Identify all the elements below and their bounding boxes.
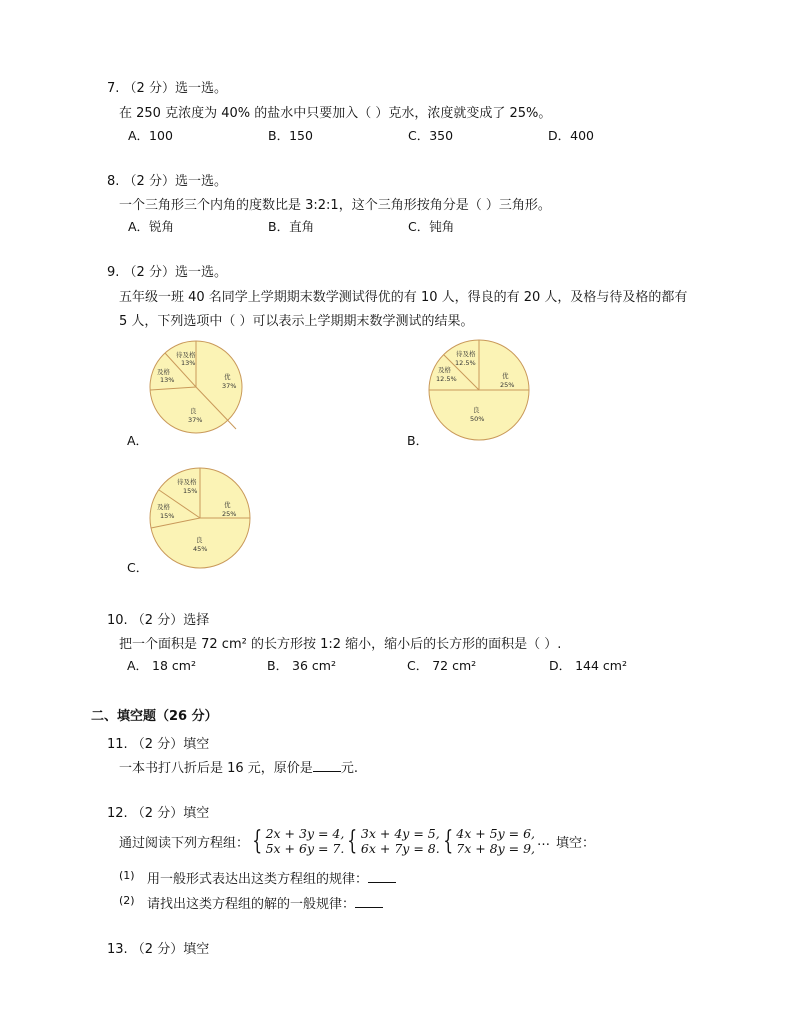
q12-sub2 — [147, 893, 383, 912]
q10-option-d: D． 144 cm² — [549, 658, 627, 673]
pie-b-value-liang: 50% — [470, 415, 485, 423]
q9-option-b: B． — [407, 433, 429, 448]
eq-2-1: 3x + 4y = 5, — [360, 826, 440, 841]
pie-b-label-you: 优 — [502, 372, 509, 380]
q7-option-a: A．100 — [128, 128, 173, 143]
pie-b-label-jige: 及格 — [438, 366, 451, 374]
pie-c-label-dai: 待及格 — [177, 478, 197, 486]
q10-text: 把一个面积是 72 cm² 的长方形按 1:2 缩小，缩小后的长方形的面积是（ ）. — [119, 637, 562, 652]
q7-option-c: C．350 — [408, 128, 454, 143]
q7-text: 在 250 克浓度为 40% 的盐水中只要加入（ ）克水，浓度就变成了 25%。 — [119, 106, 552, 121]
pie-c-label-liang: 良 — [196, 536, 203, 544]
q9-heading: 9. （2 分）选一选。 — [107, 265, 227, 280]
q7-heading: 7. （2 分）选一选。 — [107, 81, 227, 96]
q13-heading: 13. （2 分）填空 — [107, 942, 210, 957]
equation-system-1 — [249, 826, 344, 856]
pie-b-value-dai: 12.5% — [455, 359, 476, 367]
pie-c-value-you: 25% — [222, 510, 237, 518]
q11-heading: 11. （2 分）填空 — [107, 737, 210, 752]
pie-c-value-liang: 45% — [193, 545, 208, 553]
q12-intro-row — [119, 826, 595, 856]
q12-sub2-num: (2) — [119, 894, 135, 907]
pie-c-label-jige: 及格 — [157, 503, 170, 511]
eq-3-1: 4x + 5y = 6, — [456, 826, 536, 841]
q12-sub2-text: 请找出这类方程组的解的一般规律： — [147, 897, 356, 912]
pie-a-label-dai: 待及格 — [176, 351, 196, 359]
pie-b-label-liang: 良 — [473, 406, 480, 414]
eq-3-2: 7x + 8y = 9, — [456, 841, 536, 856]
q10-option-c: C． 72 cm² — [407, 658, 477, 673]
q12-sub1-text: 用一般形式表达出这类方程组的规律： — [147, 872, 369, 887]
q12-after: 填空： — [556, 835, 596, 851]
equation-system-2 — [344, 826, 439, 856]
equation-system-3 — [440, 826, 535, 856]
q10-heading: 10. （2 分）选择 — [107, 613, 210, 628]
q7-option-b: B．150 — [268, 128, 313, 143]
pie-b-label-dai: 待及格 — [456, 350, 476, 358]
q10-option-b: B． 36 cm² — [267, 658, 336, 673]
q8-option-b: B．直角 — [268, 219, 315, 234]
pie-c-label-you: 优 — [224, 501, 231, 509]
q11-text-post: 元. — [340, 761, 358, 776]
section-title: 二、填空题（26 分） — [91, 709, 218, 724]
q11-text — [119, 757, 358, 776]
q11-text-pre: 一本书打八折后是 16 元，原价是 — [119, 761, 313, 776]
pie-b-value-jige: 12.5% — [436, 375, 457, 383]
q9-option-a: A． — [127, 433, 149, 448]
pie-b-value-you: 25% — [500, 381, 515, 389]
pie-a-value-dai: 13% — [181, 359, 196, 367]
q12-sub1 — [147, 868, 396, 887]
eq-2-2: 6x + 7y = 8. — [360, 841, 440, 856]
pie-chart-b — [426, 338, 532, 442]
brace-icon: { — [443, 826, 453, 856]
pie-c-value-dai: 15% — [183, 487, 198, 495]
eq-1-2: 5x + 6y = 7. — [265, 841, 345, 856]
brace-icon: { — [252, 826, 263, 856]
pie-a-label-liang: 良 — [190, 407, 197, 415]
q12-heading: 12. （2 分）填空 — [107, 806, 210, 821]
q8-option-c: C．钝角 — [408, 219, 455, 234]
brace-icon: { — [347, 826, 358, 856]
q12-sub1-blank[interactable] — [368, 870, 396, 883]
q12-sub2-blank[interactable] — [355, 895, 383, 908]
q9-text-line2: 5 人，下列选项中（ ）可以表示上学期期末数学测试的结果。 — [119, 314, 474, 329]
pie-a-label-you: 优 — [224, 373, 231, 381]
q8-text: 一个三角形三个内角的度数比是 3:2:1，这个三角形按角分是（ ）三角形。 — [119, 198, 551, 213]
pie-a-value-jige: 13% — [160, 376, 175, 384]
q12-intro: 通过阅读下列方程组： — [119, 835, 250, 851]
q9-option-c: C． — [127, 560, 149, 575]
q8-option-a: A．锐角 — [128, 219, 175, 234]
pie-c-value-jige: 15% — [160, 512, 175, 520]
pie-chart-a — [148, 338, 244, 436]
eq-1-1: 2x + 3y = 4, — [265, 826, 345, 841]
q12-sub1-num: (1) — [119, 869, 135, 882]
q7-option-d: D．400 — [548, 128, 594, 143]
pie-a-value-liang: 37% — [188, 416, 203, 424]
q12-ellipsis: … — [537, 833, 551, 849]
q10-option-a: A． 18 cm² — [127, 658, 196, 673]
pie-a-label-jige: 及格 — [157, 368, 170, 376]
q9-text-line1: 五年级一班 40 名同学上学期期末数学测试得优的有 10 人，得良的有 20 人，及格与待及格的都有 — [119, 290, 688, 305]
pie-chart-c — [148, 466, 252, 570]
q8-heading: 8. （2 分）选一选。 — [107, 174, 227, 189]
pie-a-value-you: 37% — [222, 382, 237, 390]
q11-answer-blank[interactable] — [313, 759, 341, 772]
